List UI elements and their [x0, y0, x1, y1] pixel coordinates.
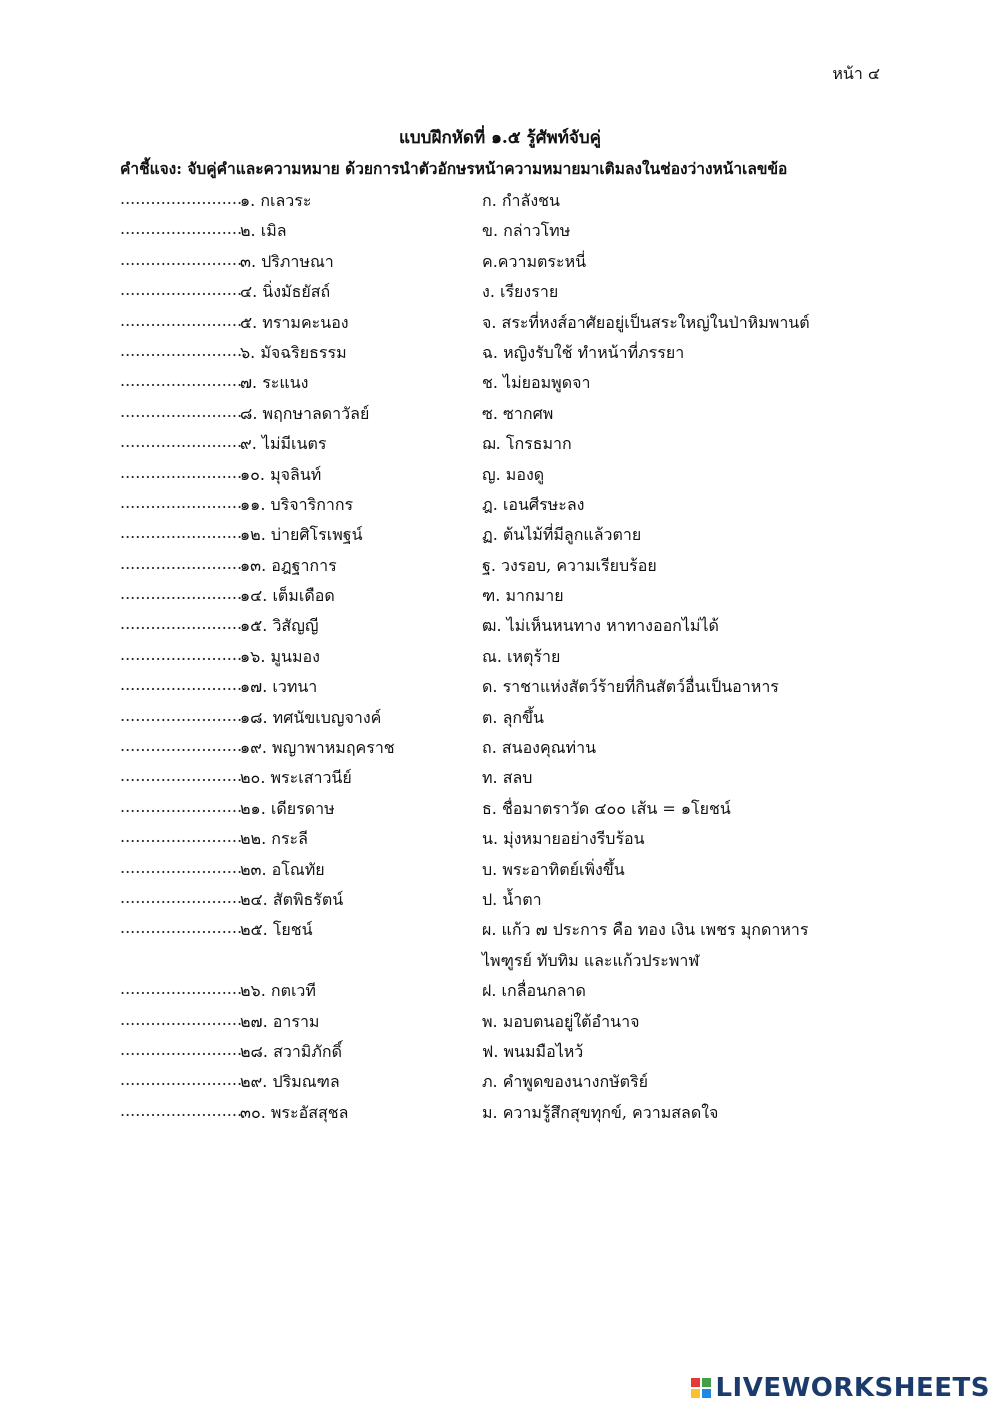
- match-row: [0, 186, 1000, 216]
- term: ๕. ทรามคะนอง: [240, 312, 349, 332]
- answer-blank[interactable]: ........................: [120, 1100, 243, 1120]
- term: ๒๒. กระลี: [240, 829, 308, 849]
- match-row: [0, 794, 1000, 824]
- meaning: ณ. เหตุร้าย: [482, 646, 561, 666]
- answer-blank[interactable]: ........................: [120, 887, 243, 907]
- match-row: [0, 581, 1000, 611]
- logo-text: LIVEWORKSHEETS: [715, 1373, 990, 1403]
- term: ๒๗. อาราม: [240, 1011, 320, 1031]
- meaning: ง. เรียงราย: [482, 282, 559, 302]
- meaning: ท. สลบ: [482, 768, 533, 788]
- meaning: ญ. มองดู: [482, 464, 545, 484]
- match-row: [0, 1067, 1000, 1097]
- match-row: [0, 368, 1000, 398]
- page-number: หน้า ๔: [832, 64, 880, 83]
- match-row: [0, 642, 1000, 672]
- meaning: ฌ. โกรธมาก: [482, 434, 572, 454]
- answer-blank[interactable]: ........................: [120, 340, 243, 360]
- term: ๑๙. พญาพาหมฤคราช: [240, 738, 395, 758]
- answer-blank[interactable]: ........................: [120, 1039, 243, 1059]
- match-row: [0, 216, 1000, 246]
- term: ๘. พฤกษาลดาวัลย์: [240, 403, 370, 423]
- term: ๒๘. สวามิภักดิ์: [240, 1041, 342, 1061]
- match-row: [0, 338, 1000, 368]
- match-row: [0, 277, 1000, 307]
- answer-blank[interactable]: ........................: [120, 705, 243, 725]
- meaning: ด. ราชาแห่งสัตว์ร้ายที่กินสัตว์อื่นเป็นอาหาร: [482, 677, 779, 697]
- match-row: [0, 855, 1000, 885]
- meaning: ธ. ชื่อมาตราวัด ๔๐๐ เส้น = ๑โยชน์: [482, 798, 731, 818]
- meaning: บ. พระอาทิตย์เพิ่งขึ้น: [482, 859, 625, 879]
- match-row: [0, 520, 1000, 550]
- answer-blank[interactable]: ........................: [120, 310, 243, 330]
- meaning: ก. กำลังชน: [482, 191, 560, 210]
- term: ๒. เมิล: [240, 221, 287, 241]
- answer-blank[interactable]: ........................: [120, 219, 243, 239]
- logo-squares-icon: [691, 1378, 711, 1398]
- match-row: [0, 247, 1000, 277]
- answer-blank[interactable]: ........................: [120, 827, 243, 847]
- answer-blank[interactable]: ........................: [120, 249, 243, 269]
- match-row: [0, 308, 1000, 338]
- meaning: ค.ความตระหนี่: [482, 251, 587, 271]
- match-row: [0, 611, 1000, 641]
- answer-blank[interactable]: ........................: [120, 796, 243, 816]
- answer-blank[interactable]: ........................: [120, 401, 243, 421]
- answer-blank[interactable]: ........................: [120, 492, 243, 512]
- answer-blank[interactable]: ........................: [120, 644, 243, 664]
- meaning: ฒ. ไม่เห็นหนทาง หาทางออกไม่ได้: [482, 616, 719, 636]
- term: ๑๗. เวทนา: [240, 677, 318, 697]
- answer-blank[interactable]: ........................: [120, 371, 243, 391]
- meaning: ข. กล่าวโทษ: [482, 221, 571, 241]
- meaning: ฐ. วงรอบ, ความเรียบร้อย: [482, 555, 657, 575]
- answer-blank[interactable]: ........................: [120, 189, 243, 208]
- match-row: [0, 1007, 1000, 1037]
- match-row: [0, 763, 1000, 793]
- meaning: ซ. ซากศพ: [482, 403, 554, 423]
- term: ๑๒. บ่ายศิโรเพฐน์: [240, 525, 363, 545]
- answer-blank[interactable]: ........................: [120, 462, 243, 482]
- meaning: ผ. แก้ว ๗ ประการ คือ ทอง เงิน เพชร มุกดาหาร: [482, 920, 809, 940]
- match-row: [0, 946, 1000, 976]
- answer-blank[interactable]: ........................: [120, 736, 243, 756]
- term: ๒๖. กตเวที: [240, 981, 316, 1001]
- match-row: [0, 915, 1000, 945]
- term: ๑๔. เต็มเดือด: [240, 586, 335, 606]
- term: ๑๓. อฎฐาการ: [240, 555, 337, 575]
- term: ๑๑. บริจาริกากร: [240, 494, 354, 514]
- term: ๒๐. พระเสาวนีย์: [240, 768, 352, 788]
- meaning: ฝ. เกลื่อนกลาด: [482, 981, 586, 1001]
- meaning: จ. สระที่หงส์อาศัยอยู่เป็นสระใหญ่ในป่าหิมพานต์: [482, 312, 810, 332]
- term: ๓. ปริภาษณา: [240, 251, 334, 271]
- answer-blank[interactable]: ........................: [120, 553, 243, 573]
- match-row: [0, 976, 1000, 1006]
- meaning: ป. น้ำตา: [482, 889, 542, 909]
- answer-blank[interactable]: ........................: [120, 918, 243, 938]
- match-row: [0, 399, 1000, 429]
- meaning: ภ. คำพูดของนางกษัตริย์: [482, 1072, 649, 1092]
- meaning: ฑ. มากมาย: [482, 586, 564, 606]
- meaning: ต. ลุกขึ้น: [482, 707, 544, 727]
- match-row: [0, 1037, 1000, 1067]
- term: ๓๐. พระอัสสุชล: [240, 1102, 349, 1122]
- answer-blank[interactable]: ........................: [120, 614, 243, 634]
- meaning: ช. ไม่ยอมพูดจา: [482, 373, 591, 393]
- term: ๒๓. อโณทัย: [240, 859, 325, 879]
- term: ๔. นิ่งมัธยัสถ์: [240, 282, 331, 302]
- answer-blank[interactable]: ........................: [120, 523, 243, 543]
- match-row: [0, 733, 1000, 763]
- meaning: ถ. สนองคุณท่าน: [482, 738, 596, 758]
- meaning: ฉ. หญิงรับใช้ ทำหน้าที่ภรรยา: [482, 342, 685, 362]
- answer-blank[interactable]: ........................: [120, 1009, 243, 1029]
- meaning: ฏ. ต้นไม้ที่มีลูกแล้วตาย: [482, 525, 642, 545]
- meaning: ไพฑูรย์ ทับทิม และแก้วประพาฬ: [482, 950, 700, 970]
- match-row: [0, 429, 1000, 459]
- match-row: [0, 703, 1000, 733]
- match-row: [0, 1098, 1000, 1128]
- term: ๒๕. โยชน์: [240, 920, 313, 940]
- match-row: [0, 490, 1000, 520]
- liveworksheets-logo: [691, 1373, 990, 1403]
- answer-blank[interactable]: ........................: [120, 857, 243, 877]
- meaning: ฎ. เอนศีรษะลง: [482, 494, 585, 514]
- answer-blank[interactable]: ........................: [120, 584, 243, 604]
- match-row: [0, 824, 1000, 854]
- term: ๑. กเลวระ: [240, 191, 312, 210]
- answer-blank[interactable]: ........................: [120, 766, 243, 786]
- meaning: น. มุ่งหมายอย่างรีบร้อน: [482, 829, 645, 849]
- answer-blank[interactable]: ........................: [120, 1070, 243, 1090]
- term: ๑๘. ทศนัขเบญจางค์: [240, 707, 382, 727]
- meaning: ฟ. พนมมือไหว้: [482, 1041, 584, 1061]
- term: ๒๑. เดียรดาษ: [240, 798, 335, 818]
- match-row: [0, 672, 1000, 702]
- answer-blank[interactable]: ........................: [120, 280, 243, 300]
- term: ๒๔. สัตพิธรัตน์: [240, 889, 344, 909]
- meaning: ม. ความรู้สึกสุขทุกข์, ความสลดใจ: [482, 1102, 719, 1122]
- term: ๑๕. วิสัญญี: [240, 616, 319, 636]
- term: ๒๙. ปริมณฑล: [240, 1072, 340, 1092]
- match-row: [0, 551, 1000, 581]
- term: ๖. มัจฉริยธรรม: [240, 342, 347, 362]
- answer-blank[interactable]: ........................: [120, 432, 243, 452]
- term: ๗. ระแนง: [240, 373, 309, 393]
- match-row: [0, 460, 1000, 490]
- exercise-title: แบบฝึกหัดที่ ๑.๕ รู้ศัพท์จับคู่: [398, 128, 602, 148]
- meaning: พ. มอบตนอยู่ใต้อำนาจ: [482, 1011, 640, 1031]
- match-row: [0, 885, 1000, 915]
- instructions: คำชี้แจง: จับคู่คำและความหมาย ด้วยการนำตัวอักษรหน้าความหมายมาเติมลงในช่องว่างหน้าเลขข้อ: [120, 159, 788, 178]
- matching-list: [0, 186, 1000, 1128]
- term: ๑๐. มุจลินท์: [240, 464, 322, 484]
- answer-blank[interactable]: ........................: [120, 675, 243, 695]
- answer-blank[interactable]: ........................: [120, 979, 243, 999]
- term: ๙. ไม่มีเนตร: [240, 434, 327, 454]
- term: ๑๖. มูนมอง: [240, 646, 320, 666]
